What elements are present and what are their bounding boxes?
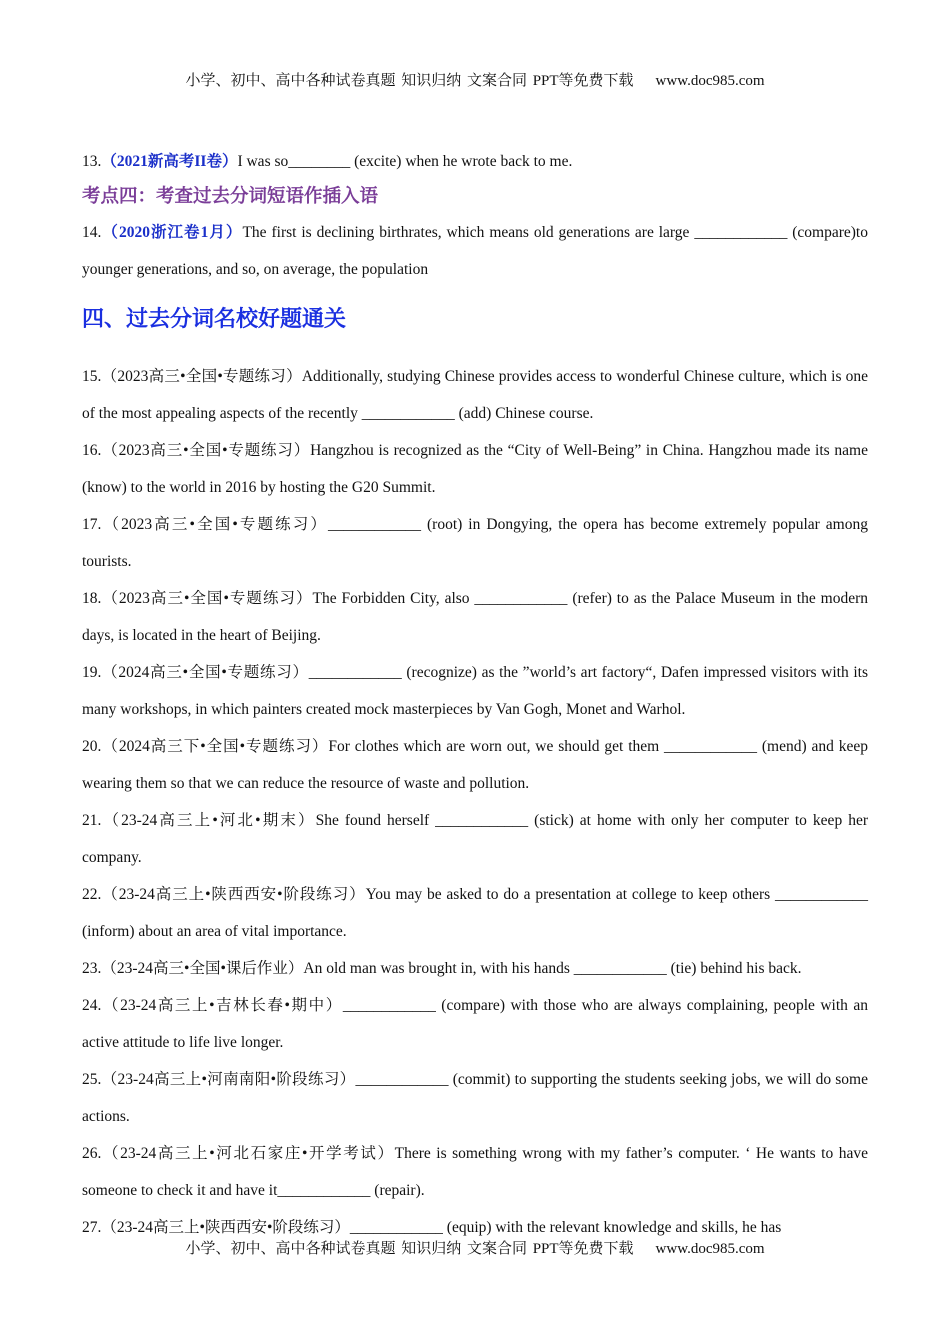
question-text: ____________ (equip) with the relevant knowledge and skills, he has	[349, 1219, 782, 1236]
question-item	[82, 432, 868, 506]
question-number: 16.	[82, 442, 102, 459]
question-text: ____________ (root) in Dongying, the opera has become extremely popular among tourists.	[82, 516, 868, 570]
question-text: For clothes which are worn out, we should get them ____________ (mend) and keep wearing them so that we can reduce the resource of waste and pollution.	[82, 738, 869, 792]
question-source: （23-24高三上•吉林长春•期中）	[101, 997, 343, 1014]
question-number: 19.	[82, 664, 102, 681]
question-item	[82, 802, 868, 876]
question-item	[82, 358, 868, 432]
question-item	[82, 950, 868, 987]
header-url[interactable]: www.doc985.com	[655, 73, 765, 89]
question-source: （23-24高三上•陕西西安•阶段练习）	[101, 1219, 350, 1236]
question-item	[82, 654, 868, 728]
question-number: 27.	[82, 1219, 102, 1236]
question-number: 13.	[82, 153, 102, 170]
page-footer	[0, 1237, 950, 1258]
question-item	[82, 987, 868, 1061]
question-item	[82, 580, 868, 654]
question-text: Hangzhou is recognized as the “City of Well-Being” in China. Hangzhou made its name (know) to the world in 2016 by hosting the G20 Summit.	[82, 442, 868, 496]
question-number: 26.	[82, 1145, 102, 1162]
question-number: 22.	[82, 886, 102, 903]
question-text: ____________ (recognize) as the ”world’s art factory“, Dafen impressed visitors with its many workshops, in which painters created mock masterpieces by Van Gogh, Monet and Warhol.	[82, 664, 868, 718]
question-number: 20.	[82, 738, 102, 755]
question-text: I was so________ (excite) when he wrote back to me.	[237, 153, 573, 170]
question-text: You may be asked to do a presentation at college to keep others ____________ (inform) about an area of vital importance.	[82, 886, 868, 940]
section-title: 四、过去分词名校好题通关	[82, 307, 347, 332]
question-text: Additionally, studying Chinese provides access to wonderful Chinese culture, which is one of the most appealing aspects of the recently ____________ (add) Chinese course.	[82, 368, 868, 422]
question-number: 25.	[82, 1071, 102, 1088]
question-source: （2023高三•全国•专题练习）	[101, 442, 311, 459]
question-source: （2021新高考II卷）	[101, 153, 238, 170]
question-source: （23-24高三•全国•课后作业）	[101, 960, 304, 977]
footer-url[interactable]: www.doc985.com	[655, 1241, 765, 1257]
question-item	[82, 876, 868, 950]
question-source: （23-24高三上•河南南阳•阶段练习）	[101, 1071, 356, 1088]
question-text: The Forbidden City, also ____________ (refer) to as the Palace Museum in the modern days, is located in the heart of Beijing.	[82, 590, 868, 644]
question-number: 23.	[82, 960, 102, 977]
footer-text: 小学、初中、高中各种试卷真题 知识归纳 文案合同 PPT等免费下载	[185, 1241, 634, 1257]
question-item	[82, 506, 868, 580]
question-source: （2024高三•全国•专题练习）	[101, 664, 309, 681]
page-header	[0, 69, 950, 90]
question-14	[82, 214, 868, 288]
question-source: （2023高三•全国•专题练习）	[101, 368, 302, 385]
question-text: She found herself ____________ (stick) at home with only her computer to keep her company.	[82, 812, 868, 866]
question-source: （2023高三•全国•专题练习）	[101, 590, 313, 607]
question-item	[82, 1135, 868, 1209]
question-text: ____________ (commit) to supporting the students seeking jobs, we will do some actions.	[82, 1071, 868, 1125]
header-text: 小学、初中、高中各种试卷真题 知识归纳 文案合同 PPT等免费下载	[185, 73, 634, 89]
question-text: ____________ (compare) with those who are always complaining, people with an active attitude to life live longer.	[82, 997, 869, 1051]
question-item	[82, 728, 868, 802]
question-source: （2023高三•全国•专题练习）	[101, 516, 329, 533]
question-number: 21.	[82, 812, 102, 829]
question-text: An old man was brought in, with his hands ____________ (tie) behind his back.	[303, 960, 802, 977]
question-text: The first is declining birthrates, which means old generations are large ____________ (compare)to younger generations, and so, on average, the population	[82, 224, 868, 278]
question-number: 15.	[82, 368, 102, 385]
question-13	[82, 143, 868, 180]
question-source: （23-24高三上•陕西西安•阶段练习）	[101, 886, 366, 903]
question-list	[82, 358, 868, 1246]
question-item	[82, 1061, 868, 1135]
question-number: 24.	[82, 997, 102, 1014]
question-source: （2024高三下•全国•专题练习）	[101, 738, 329, 755]
question-text: There is something wrong with my father’s computer. ‘ He wants to have someone to check it and have it____________ (repair).	[82, 1145, 868, 1199]
document-body	[82, 143, 868, 1246]
section-point-heading: 考点四：考查过去分词短语作插入语	[82, 186, 379, 207]
question-source: （23-24高三上•河北石家庄•开学考试）	[101, 1145, 395, 1162]
question-source: （2020浙江卷1月）	[101, 224, 243, 241]
question-number: 18.	[82, 590, 102, 607]
question-source: （23-24高三上•河北•期末）	[101, 812, 316, 829]
question-number: 17.	[82, 516, 102, 533]
question-number: 14.	[82, 224, 102, 241]
